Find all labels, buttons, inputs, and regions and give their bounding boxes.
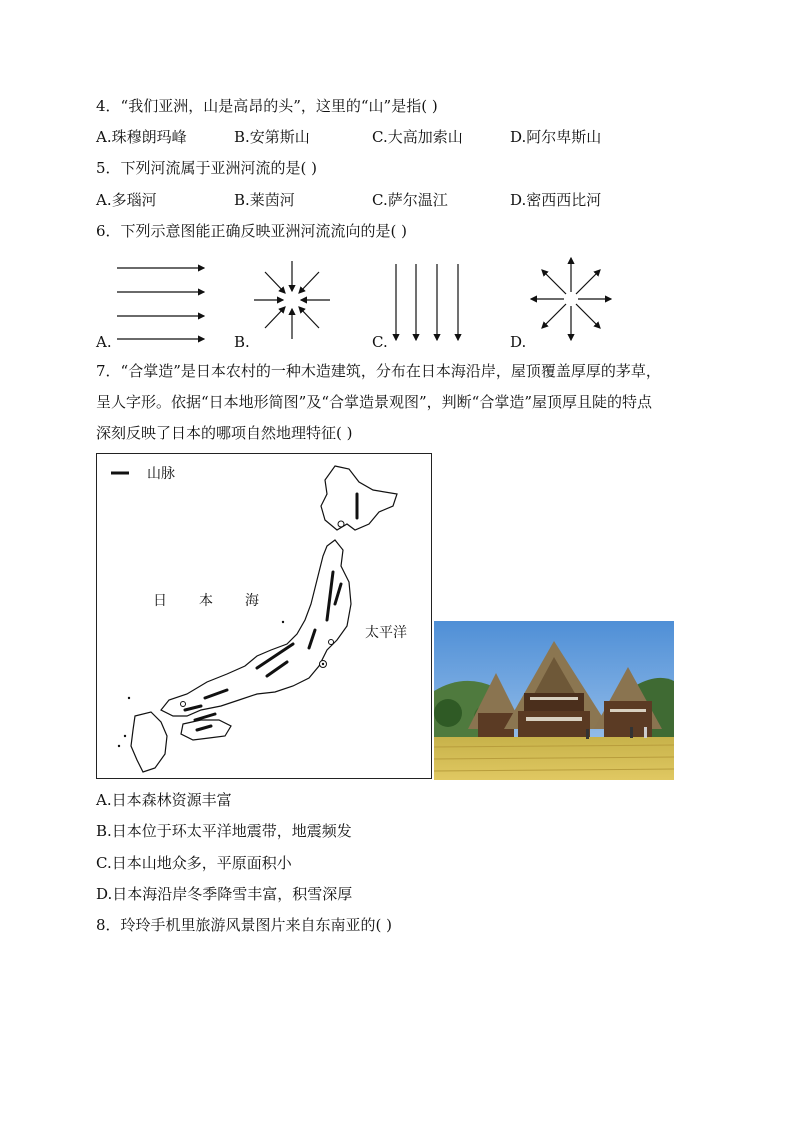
question-4-option-a[interactable]: A.珠穆朗玛峰: [96, 128, 187, 146]
question-7-stem-line-3: 深刻反映了日本的哪项自然地理特征( ): [96, 424, 353, 442]
flow-diagram-d-outward: [528, 254, 614, 344]
question-6-option-b[interactable]: B.: [234, 333, 250, 351]
gassho-zukuri-photo: [434, 621, 674, 780]
sea-label-char-3: 海: [245, 593, 259, 609]
question-8-stem: 8．玲玲手机里旅游风景图片来自东南亚的( ): [96, 916, 393, 934]
question-7-option-c[interactable]: C.日本山地众多，平原面积小: [96, 854, 292, 872]
question-7-option-a[interactable]: A.日本森林资源丰富: [96, 791, 232, 809]
question-7-option-b[interactable]: B.日本位于环太平洋地震带，地震频发: [96, 822, 352, 840]
question-6-option-c[interactable]: C.: [372, 333, 388, 351]
question-7-stem-line-1: 7．“合掌造”是日本农村的一种木造建筑，分布在日本海沿岸，屋顶覆盖厚厚的茅草，: [96, 362, 661, 380]
sea-label-char-2: 本: [199, 593, 213, 609]
gassho-zukuri-illustration: [434, 621, 674, 780]
map-legend-label: 山脉: [147, 466, 175, 482]
flow-diagram-a: [112, 256, 212, 346]
question-7-stem-line-2: 呈人字形。依据“日本地形简图”及“合掌造景观图”，判断“合掌造”屋顶厚且陡的特点: [96, 393, 653, 411]
question-6-option-d[interactable]: D.: [510, 333, 527, 351]
question-5-option-d[interactable]: D.密西西比河: [510, 191, 602, 209]
question-6-stem: 6．下列示意图能正确反映亚洲河流流向的是( ): [96, 222, 408, 240]
question-4-stem: 4．“我们亚洲，山是高昂的头”，这里的“山”是指( ): [96, 97, 438, 115]
pacific-ocean-label: 太平洋: [365, 625, 407, 641]
question-5-option-b[interactable]: B.莱茵河: [234, 191, 295, 209]
japan-terrain-map: [96, 453, 432, 779]
sea-label-char-1: 日: [153, 593, 167, 609]
flow-diagram-b-inward: [252, 257, 332, 343]
question-6-option-a[interactable]: A.: [96, 333, 112, 351]
question-5-stem: 5．下列河流属于亚洲河流的是( ): [96, 159, 318, 177]
question-5-option-c[interactable]: C.萨尔温江: [372, 191, 448, 209]
japan-map-drawing: [97, 454, 430, 777]
question-4-option-d[interactable]: D.阿尔卑斯山: [510, 128, 602, 146]
question-4-option-c[interactable]: C.大高加索山: [372, 128, 463, 146]
question-7-option-d[interactable]: D.日本海沿岸冬季降雪丰富，积雪深厚: [96, 885, 353, 903]
question-5-option-a[interactable]: A.多瑙河: [96, 191, 157, 209]
flow-diagram-c: [388, 262, 468, 344]
question-4-option-b[interactable]: B.安第斯山: [234, 128, 310, 146]
